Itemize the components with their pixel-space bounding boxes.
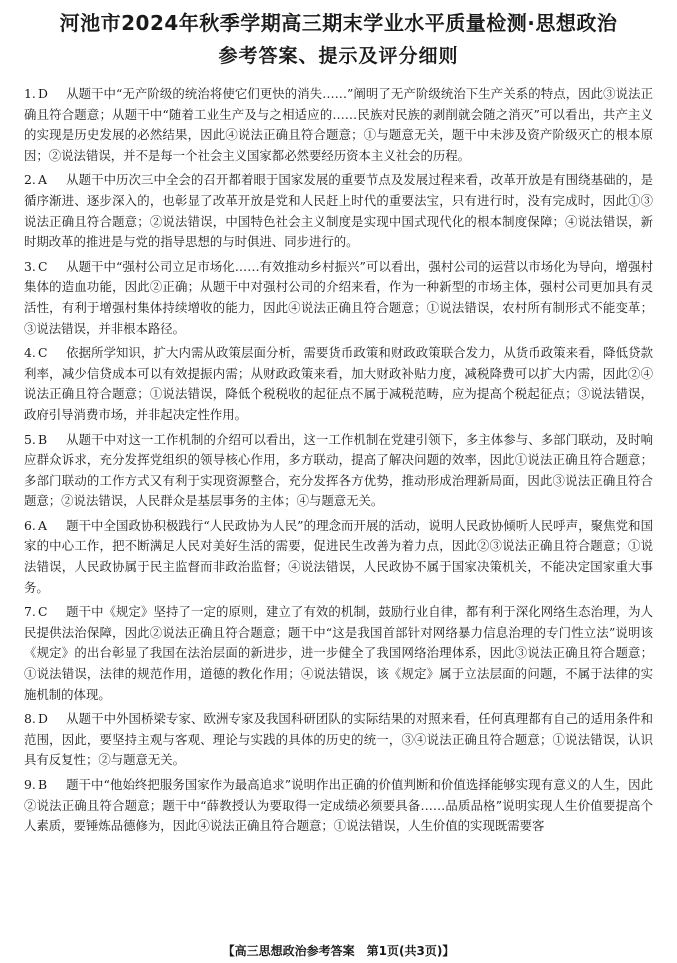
answer-item xyxy=(24,775,653,837)
answer-item xyxy=(24,430,653,512)
question-number: 6. xyxy=(24,517,36,533)
answer-letter: C xyxy=(38,604,48,620)
answer-letter: B xyxy=(38,431,48,447)
answer-list xyxy=(24,84,653,837)
question-number: 7. xyxy=(24,604,36,620)
answer-explanation: 从题干中历次三中全会的召开都着眼于国家发展的重要节点及发展过程来看，改革开放是有围绕基础的，是循序渐进、逐步深入的，也彰显了改革开放是党和人民赶上时代的重要法宝，只有进行时，没有完成时，因此①③说法正确且符合题意；②说法错误，中国特色社会主义制度是实现中国式现代化的根本制度保障；④说法错误，新时期改革的推进是与党的指导思想的与时俱进、同步进行的。 xyxy=(24,172,653,250)
answer-explanation: 从题干中对这一工作机制的介绍可以看出，这一工作机制在党建引领下，多主体参与、多部门联动，及时响应群众诉求，充分发挥党组织的领导核心作用，多方联动，提高了解决问题的效率，因此①说法正确且符合题意；多部门联动的工作方式又有利于实现资源整合，充分发挥各方优势，推动形成治理新局面，因此③说法正确且符合题意；②说法错误，人民群众是基层事务的主体；④与题意无关。 xyxy=(24,431,653,509)
question-number: 2. xyxy=(24,172,36,188)
answer-explanation: 从题干中外国桥梁专家、欧洲专家及我国科研团队的实际结果的对照来看，任何真理都有自己的适用条件和范围，因此，要坚持主观与客观、理论与实践的具体的历史的统一，③④说法正确且符合题意；①说法错误，认识具有反复性；②与题意无关。 xyxy=(24,711,653,768)
question-number: 9. xyxy=(24,777,36,792)
question-number: 3. xyxy=(24,258,36,274)
answer-item xyxy=(24,170,653,252)
page-footer: 【高三思想政治参考答案 第1页(共3页)】 xyxy=(222,944,455,958)
answer-letter: D xyxy=(38,711,48,727)
answer-item xyxy=(24,84,653,166)
answer-item xyxy=(24,343,653,425)
question-number: 5. xyxy=(24,431,36,447)
answer-letter: B xyxy=(38,777,48,792)
answer-item xyxy=(24,516,653,598)
answer-letter: C xyxy=(38,258,48,274)
answer-item xyxy=(24,602,653,705)
answer-letter: A xyxy=(38,172,47,188)
answer-explanation: 题干中全国政协积极践行“人民政协为人民”的理念而开展的活动，说明人民政协倾听人民呼声，聚焦党和国家的中心工作，把不断满足人民对美好生活的需要，促进民生改善为着力点，因此②③说法正确且符合题意；①说法错误，人民政协属于民主监督而非政治监督；④说法错误，人民政协不属于国家决策机关，不能决定国家重大事务。 xyxy=(24,517,653,595)
answer-item xyxy=(24,709,653,771)
answer-letter: A xyxy=(38,517,47,533)
question-number: 8. xyxy=(24,711,36,727)
answer-item xyxy=(24,257,653,339)
answer-explanation: 题干中“他始终把服务国家作为最高追求”说明作出正确的价值判断和价值选择能够实现有意义的人生，因此②说法正确且符合题意；题干中“薛教授认为要取得一定成绩必须要具备……品质品格”说明实现人生价值要提高个人素质，要锤炼品德修为，因此④说法正确且符合题意；①说法错误，人生价值的实现既需要客 xyxy=(24,777,653,834)
page-subtitle: 参考答案、提示及评分细则 xyxy=(218,45,459,67)
answer-explanation: 从题干中“无产阶级的统治将使它们更快的消失……”阐明了无产阶级统治下生产关系的特点，因此③说法正确且符合题意；从题干中“随着工业生产及与之相适应的……民族对民族的剥削就会随之消灭”可以看出，共产主义的实现是历史发展的必然结果，因此④说法正确且符合题意；①与题意无关，题干中未涉及资产阶级灭亡的根本原因；②说法错误，并不是每一个社会主义国家都必然要经历资本主义社会的历程。 xyxy=(24,86,653,163)
answer-letter: D xyxy=(38,86,48,101)
answer-letter: C xyxy=(38,345,48,361)
answer-explanation: 依据所学知识，扩大内需从政策层面分析，需要货币政策和财政政策联合发力，从货币政策来看，降低贷款利率，减少信贷成本可以有效提振内需；从财政政策来看，加大财政补贴力度，减税降费可以扩大内需，因此②④说法正确且符合题意；①说法错误，降低个税税收的起征点不属于减税范畴，应为提高个税起征点；③说法错误，政府引导消费市场，并非起决定性作用。 xyxy=(24,345,653,422)
question-number: 1. xyxy=(24,86,36,101)
answer-explanation: 题干中《规定》坚持了一定的原则，建立了有效的机制，鼓励行业自律，都有利于深化网络生态治理，为人民提供法治保障，因此②说法正确且符合题意；题干中“这是我国首部针对网络暴力信息治理的专门性立法”说明该《规定》的出台彰显了我国在法治层面的新进步，进一步健全了我国网络治理体系，因此③说法正确且符合题意；①说法错误，法律的规范作用，道德的教化作用；④说法错误，该《规定》属于立法层面的问题，不属于法律的实施机制的体现。 xyxy=(24,604,653,702)
page-title: 河池市2024年秋季学期高三期末学业水平质量检测·思想政治 xyxy=(59,11,618,35)
answer-explanation: 从题干中“强村公司立足市场化……有效推动乡村振兴”可以看出，强村公司的运营以市场化为导向，增强村集体的造血功能，因此②正确；从题干中对强村公司的介绍来看，作为一种新型的市场主体，强村公司更加具有灵活性，有利于增强村集体持续增收的能力，因此④说法正确且符合题意；①说法错误，农村所有制形式不能变革；③说法错误，并非根本路径。 xyxy=(24,258,653,336)
question-number: 4. xyxy=(24,345,36,361)
